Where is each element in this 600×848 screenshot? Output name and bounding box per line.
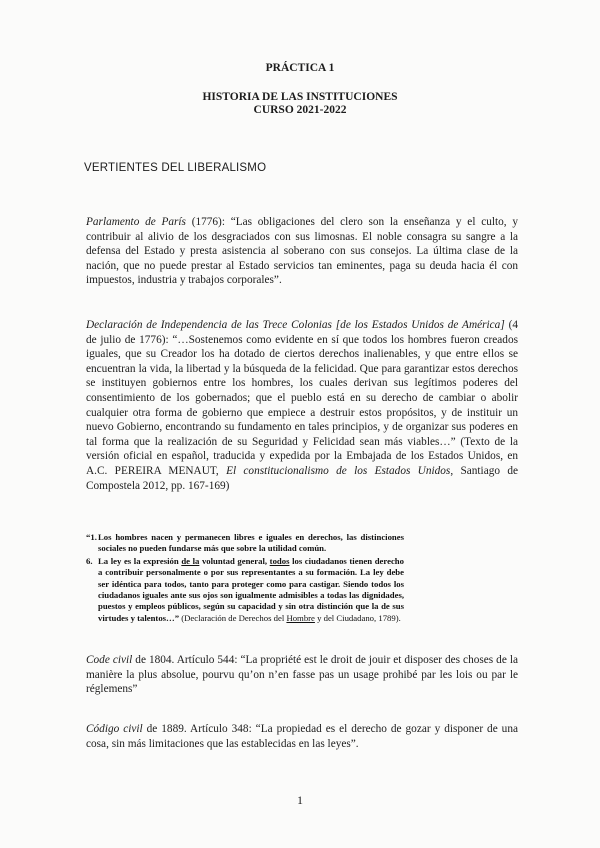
paragraph-declaracion xyxy=(86,318,518,493)
book-reference: , Santiago de Compostela 2012, pp. 167-169) xyxy=(86,464,518,492)
quote-citation-pre: (Declaración de Derechos del xyxy=(179,612,287,623)
paragraph-codigo-civil xyxy=(86,722,518,751)
course-title: HISTORIA DE LAS INSTITUCIONES xyxy=(202,91,398,103)
practice-heading: PRÁCTICA 1 xyxy=(265,62,335,74)
quote-item-6 xyxy=(86,556,404,624)
text-code-civil: de 1804. Artículo 544: “La propriété est le droit de jouir et disposer des choses de la manière la plus absolue, pourvu qu’on n’en fasse pas un usage prohibé par les lois ou par le réglemens” xyxy=(86,654,518,696)
quote-item-6-mid-2: los ciudadanos tienen derecho a contribuir personalmente o por sus representantes a su formación. La ley debe ser idéntica para todos, tanto para proteger como para castigar. Siendo todos los ciudadanos iguales ante sus ojos son igualmente admisibles a todas las dignidades, puestos y empleos públicos, según su capacidad y sin otra distinción que la de sus virtudes y talentos…” xyxy=(98,555,404,623)
quote-citation-post: y del Ciudadano, 1789). xyxy=(314,612,401,623)
source-declaracion: Declaración de Independencia de las Trece Colonias [de los Estados Unidos de América] xyxy=(86,319,505,331)
paragraph-code-civil xyxy=(86,653,518,697)
quote-item-6-number: 6. xyxy=(86,555,93,566)
quote-item-6-underline-2: todos xyxy=(269,555,290,566)
quote-item-6-pre: La ley es la expresión xyxy=(98,555,182,566)
source-code-civil: Code civil xyxy=(86,654,133,666)
quote-item-1 xyxy=(86,532,404,555)
source-codigo-civil: Código civil xyxy=(86,723,143,735)
page-number: 1 xyxy=(297,793,303,807)
quote-item-1-text: Los hombres nacen y permanecen libres e iguales en derechos, las distinciones sociales no pueden fundarse más que sobre la utilidad común. xyxy=(98,532,404,554)
text-codigo-civil: de 1889. Artículo 348: “La propiedad es el derecho de gozar y disponer de una cosa, sin más limitaciones que las establecidas en las leyes”. xyxy=(86,723,518,750)
declaration-quote xyxy=(86,532,404,624)
source-parlamento: Parlamento de París xyxy=(86,216,186,228)
quote-citation-underline: Hombre xyxy=(286,612,315,623)
quote-item-6-mid-1: voluntad general, xyxy=(199,555,270,566)
quote-item-6-underline-1: de la xyxy=(181,555,200,566)
quote-item-6-text xyxy=(98,556,404,624)
course-year: CURSO 2021-2022 xyxy=(253,104,347,116)
quote-item-1-number: “1. xyxy=(86,532,97,542)
section-title: VERTIENTES DEL LIBERALISMO xyxy=(84,162,267,174)
text-parlamento: (1776): “Las obligaciones del clero son la enseñanza y el culto, y contribuir al alivio de los desgraciados con sus limosnas. El noble consagra su sangre a la defensa del Estado y presta asistencia al soberano con sus consejos. La última clase de la nación, que no puede prestar al Estado servicios tan eminentes, paga su deuda hacia él con impuestos, industria y trabajos corporales”. xyxy=(86,216,518,287)
book-title: El constitucionalismo de los Estados Unidos xyxy=(226,464,451,477)
text-declaracion: (4 de julio de 1776): “…Sostenemos como evidente en sí que todos los hombres fueron creados iguales, que su Creador los ha dotado de ciertos derechos inalienables, y que entre ellos se encuentran la vida, la libertad y la búsqueda de la felicidad. Que para garantizar estos derechos se instituyen gobiernos entre los hombres, los cuales derivan sus legítimos poderes del consentimiento de los gobernados; que el pueblo está en su derecho de cambiar o abolir cualquier otra forma de gobierno que empiece a destruir estos propósitos, y de instituir un nuevo Gobierno, encontrando su fundamento en tales principios, y de organizar sus poderes en tal forma que la realización de su Seguridad y Felicidad sean más viables…” (Texto de la versión oficial en español, traducida y expedida por la Embajada de los Estados Unidos, en A.C. PEREIRA MENAUT, xyxy=(86,319,518,477)
paragraph-parlamento xyxy=(86,215,518,288)
